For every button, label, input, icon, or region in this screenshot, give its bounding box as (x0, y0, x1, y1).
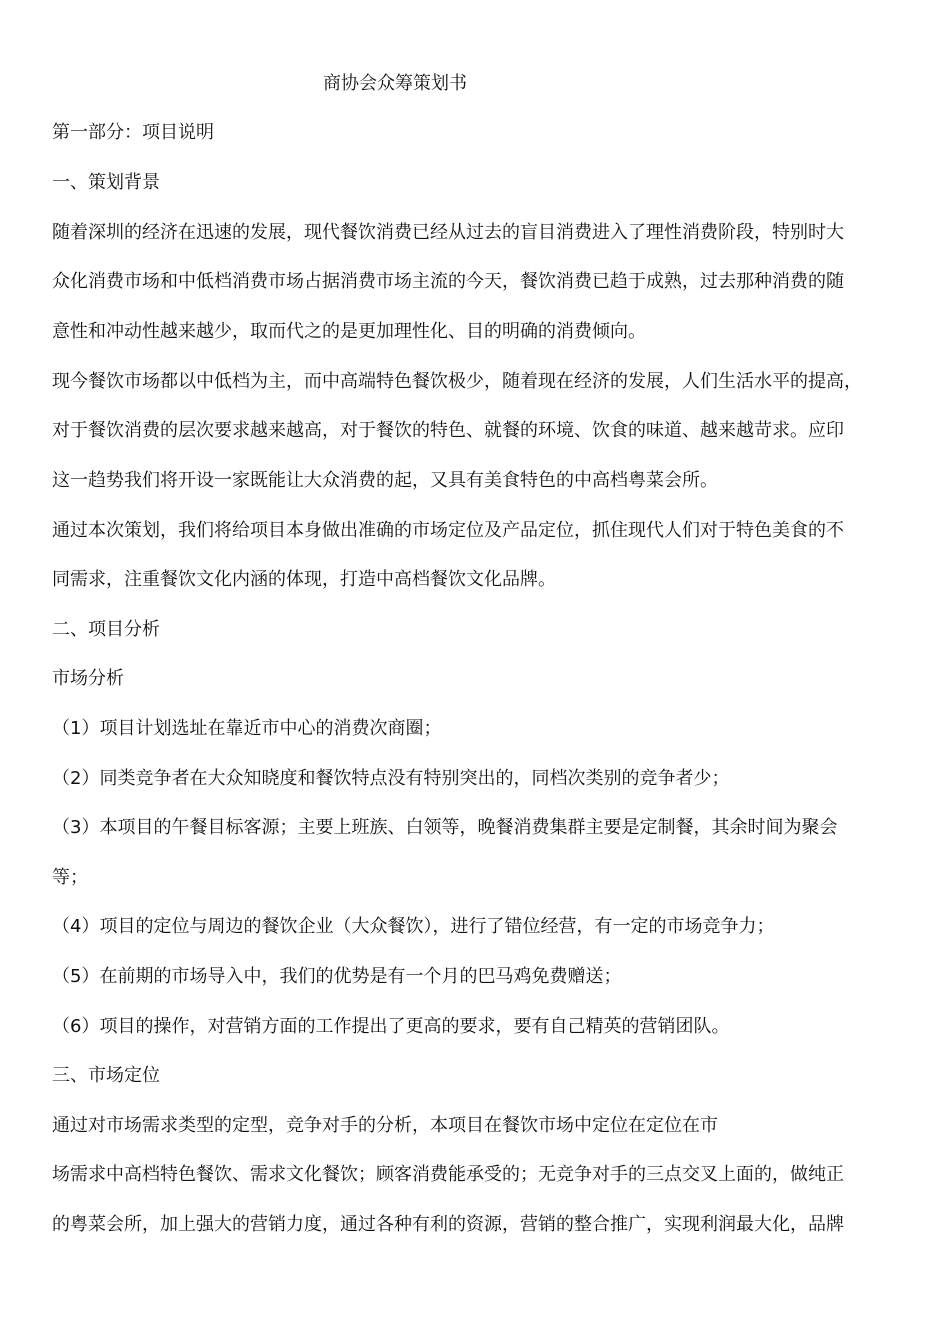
paragraph-line: 随着深圳的经济在迅速的发展，现代餐饮消费已经从过去的盲目消费进入了理性消费阶段，特别时大 (52, 222, 844, 243)
paragraph-line: 现今餐饮市场都以中低档为主，而中高端特色餐饮极少，随着现在经济的发展，人们生活水平的提高， (52, 371, 862, 392)
section-positioning-heading: 三、市场定位 (52, 1065, 160, 1086)
list-item-continuation: 等； (52, 867, 88, 888)
list-item: （1）项目计划选址在靠近市中心的消费次商圈； (52, 718, 442, 739)
section-analysis-heading: 二、项目分析 (52, 619, 160, 640)
section-part-one-heading: 第一部分：项目说明 (52, 122, 214, 143)
list-item: （6）项目的操作，对营销方面的工作提出了更高的要求，要有自己精英的营销团队。 (52, 1016, 730, 1037)
list-item: （4）项目的定位与周边的餐饮企业（大众餐饮），进行了错位经营，有一定的市场竞争力； (52, 916, 775, 937)
list-item: （5）在前期的市场导入中，我们的优势是有一个月的巴马鸡免费赠送； (52, 966, 622, 987)
paragraph-line: 意性和冲动性越来越少，取而代之的是更加理性化、目的明确的消费倾向。 (52, 321, 646, 342)
document-title: 商协会众筹策划书 (323, 73, 467, 94)
subsection-market-analysis: 市场分析 (52, 668, 124, 689)
paragraph-line: 的粤菜会所，加上强大的营销力度，通过各种有利的资源，营销的整合推广，实现利润最大化，品牌 (52, 1214, 844, 1235)
section-background-heading: 一、策划背景 (52, 172, 160, 193)
list-item: （2）同类竞争者在大众知晓度和餐饮特点没有特别突出的，同档次类别的竞争者少； (52, 768, 730, 789)
paragraph-line: 场需求中高档特色餐饮、需求文化餐饮；顾客消费能承受的；无竞争对手的三点交叉上面的，做纯正 (52, 1164, 844, 1185)
paragraph-line: 同需求，注重餐饮文化内涵的体现，打造中高档餐饮文化品牌。 (52, 569, 556, 590)
paragraph-line: 通过本次策划，我们将给项目本身做出准确的市场定位及产品定位，抓住现代人们对于特色美食的不 (52, 520, 844, 541)
paragraph-line: 通过对市场需求类型的定型，竞争对手的分析，本项目在餐饮市场中定位在定位在市 (52, 1115, 718, 1136)
list-item: （3）本项目的午餐目标客源；主要上班族、白领等，晚餐消费集群主要是定制餐，其余时间为聚会 (52, 817, 838, 838)
paragraph-line: 对于餐饮消费的层次要求越来越高，对于餐饮的特色、就餐的环境、饮食的味道、越来越苛求。应印 (52, 420, 844, 441)
paragraph-line: 这一趋势我们将开设一家既能让大众消费的起，又具有美食特色的中高档粤菜会所。 (52, 470, 718, 491)
paragraph-line: 众化消费市场和中低档消费市场占据消费市场主流的今天，餐饮消费已趋于成熟，过去那种消费的随 (52, 271, 844, 292)
